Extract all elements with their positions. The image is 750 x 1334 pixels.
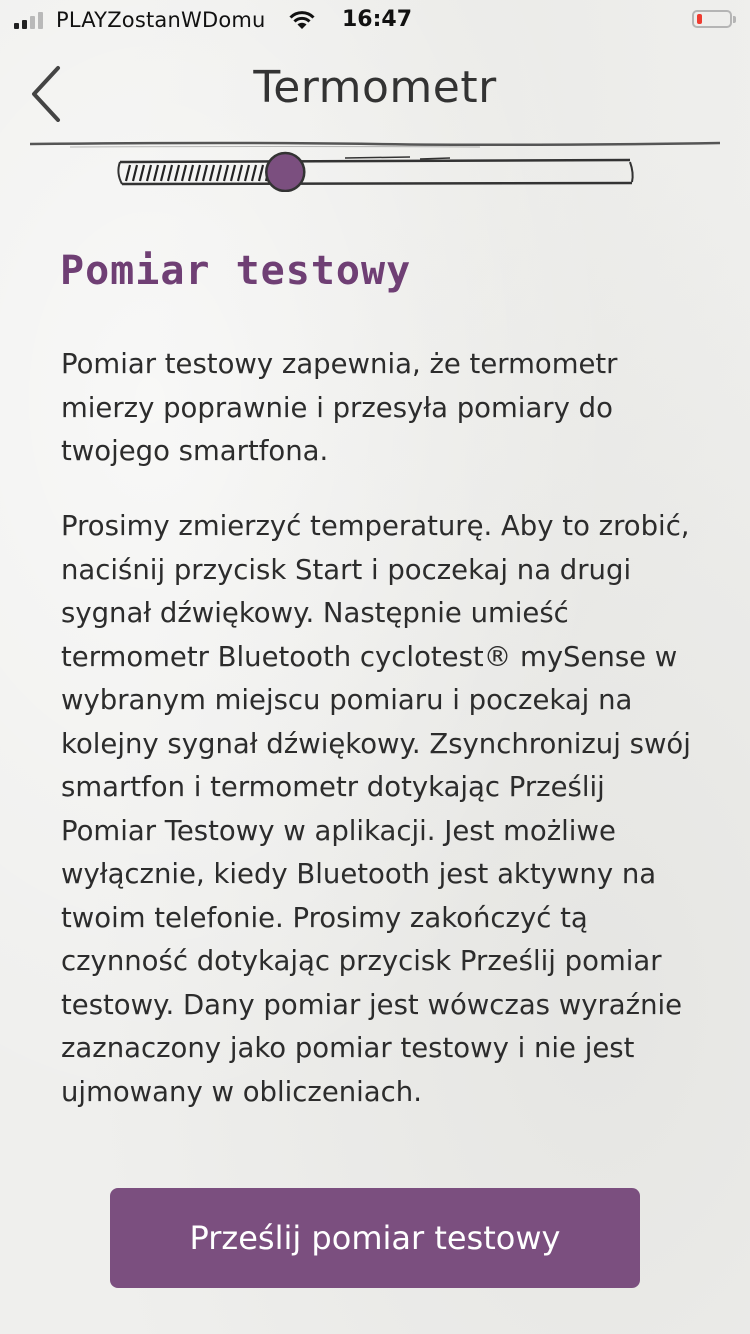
progress-hatch xyxy=(147,165,151,181)
status-time: 16:47 xyxy=(342,7,413,32)
progress-hatch xyxy=(245,165,249,181)
progress-hatch xyxy=(217,165,221,181)
progress-hatch xyxy=(210,165,214,181)
progress-hatch xyxy=(133,165,137,181)
carrier-name: PLAYZostanWDomu xyxy=(56,8,266,32)
cellular-signal-icon xyxy=(14,11,43,29)
progress-hatch xyxy=(238,165,242,181)
send-test-measurement-button[interactable]: Prześlij pomiar testowy xyxy=(110,1188,640,1288)
progress-hatch xyxy=(161,165,165,181)
progress-hatch xyxy=(196,165,200,181)
status-bar xyxy=(0,0,750,40)
progress-knob xyxy=(266,153,304,191)
header xyxy=(0,56,750,136)
wifi-icon xyxy=(287,9,317,31)
battery-level xyxy=(697,14,702,24)
progress-fill xyxy=(126,165,284,181)
section-title: Pomiar testowy xyxy=(60,248,412,294)
battery-icon xyxy=(692,10,732,28)
intro-paragraph: Pomiar testowy zapewnia, że termometr mierzy poprawnie i przesyła pomiary do twojego smartfona. xyxy=(61,348,618,467)
progress-hatch xyxy=(154,165,158,181)
instructions-paragraph: Prosimy zmierzyć temperaturę. Aby to zrobić, naciśnij przycisk Start i poczekaj na drugi sygnał dźwiękowy. Następnie umieść termometr Bluetooth cyclotest® mySense w wybranym miejscu pomiaru i poczekaj na kolejny sygnał dźwiękowy. Zsynchronizuj swój smartfon i termometr dotykając Prześlij Pomiar Testowy w aplikacji. Jest możliwe wyłącznie, kiedy Bluetooth jest aktywny na twoim telefonie. Prosimy zakończyć tą czynność dotykając przycisk Prześlij pomiar testowy. Dany pomiar jest wówczas wyraźnie zaznaczony jako pomiar testowy i nie jest ujmowany w obliczeniach. xyxy=(61,510,691,1108)
progress-hatch xyxy=(231,165,235,181)
progress-hatch xyxy=(252,165,256,181)
progress-hatch xyxy=(224,165,228,181)
progress-hatch xyxy=(203,165,207,181)
progress-hatch xyxy=(175,165,179,181)
progress-hatch xyxy=(140,165,144,181)
progress-hatch xyxy=(168,165,172,181)
progress-hatch xyxy=(259,165,263,181)
progress-hatch xyxy=(189,165,193,181)
progress-indicator xyxy=(110,148,640,192)
page-title: Termometr xyxy=(253,62,497,113)
progress-hatch xyxy=(182,165,186,181)
progress-hatch xyxy=(126,165,130,181)
